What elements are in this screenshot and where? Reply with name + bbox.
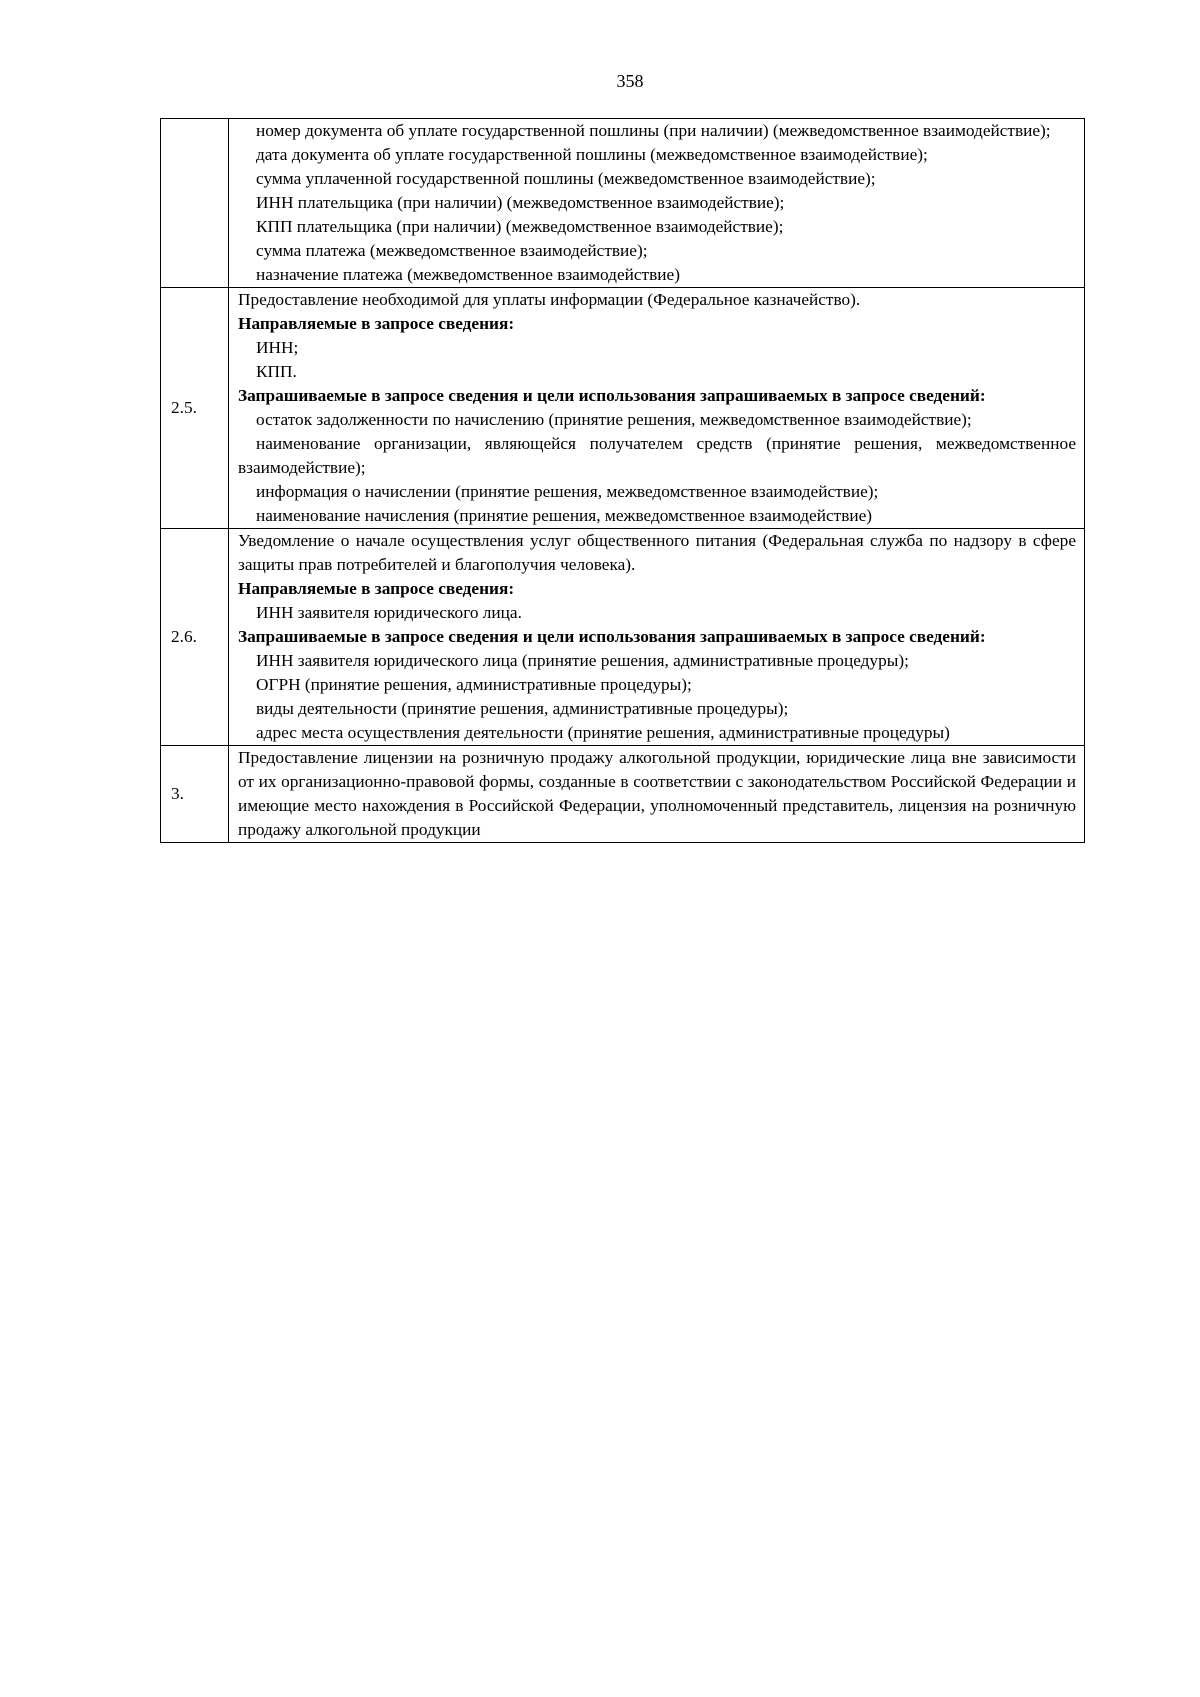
content-line: информация о начислении (принятие решения, межведомственное взаимодействие); xyxy=(256,482,879,501)
content-line: остаток задолженности по начислению (принятие решения, межведомственное взаимодействие); xyxy=(256,410,972,429)
content-line: наименование начисления (принятие решения, межведомственное взаимодействие) xyxy=(256,506,873,525)
content-line: Предоставление лицензии на розничную продажу алкогольной продукции, юридические лица вне зависимости от их организационно-правовой формы, созданные в соответствии с законодательством Российской Федерации и имеющие место нахождения в Российской Федерации, уполномоченный представитель, лицензия на розничную продажу алкогольной продукции xyxy=(238,748,1076,839)
row-content xyxy=(229,288,1085,529)
section-heading: Запрашиваемые в запросе сведения и цели использования запрашиваемых в запросе сведений: xyxy=(238,386,986,405)
content-line: виды деятельности (принятие решения, административные процедуры); xyxy=(256,699,789,718)
row-number: 2.6. xyxy=(161,529,229,746)
row-content xyxy=(229,119,1085,288)
section-heading: Направляемые в запросе сведения: xyxy=(238,314,515,333)
table-row xyxy=(161,529,1085,746)
row-content xyxy=(229,529,1085,746)
table-row xyxy=(161,746,1085,843)
row-content xyxy=(229,746,1085,843)
content-line: сумма платежа (межведомственное взаимодействие); xyxy=(256,241,648,260)
section-heading: Направляемые в запросе сведения: xyxy=(238,579,515,598)
row-number xyxy=(161,119,229,288)
content-line: ИНН заявителя юридического лица. xyxy=(256,603,522,622)
row-number: 3. xyxy=(161,746,229,843)
content-line: номер документа об уплате государственной пошлины (при наличии) (межведомственное взаимодействие); xyxy=(256,121,1051,140)
content-line: ОГРН (принятие решения, административные процедуры); xyxy=(256,675,692,694)
content-line: наименование организации, являющейся получателем средств (принятие решения, межведомственное взаимодействие); xyxy=(238,434,1076,477)
table-body xyxy=(161,119,1085,843)
content-line: сумма уплаченной государственной пошлины (межведомственное взаимодействие); xyxy=(256,169,876,188)
table-row xyxy=(161,288,1085,529)
content-line: Предоставление необходимой для уплаты информации (Федеральное казначейство). xyxy=(238,290,861,309)
page-number: 358 xyxy=(616,71,644,91)
section-heading: Запрашиваемые в запросе сведения и цели использования запрашиваемых в запросе сведений: xyxy=(238,627,986,646)
content-line: Уведомление о начале осуществления услуг общественного питания (Федеральная служба по надзору в сфере защиты прав потребителей и благополучия человека). xyxy=(238,531,1076,574)
content-line: КПП. xyxy=(256,362,297,381)
services-table xyxy=(160,118,1085,843)
content-line: ИНН плательщика (при наличии) (межведомственное взаимодействие); xyxy=(256,193,785,212)
content-line: адрес места осуществления деятельности (принятие решения, административные процедуры) xyxy=(256,723,950,742)
table-row xyxy=(161,119,1085,288)
row-number: 2.5. xyxy=(161,288,229,529)
content-line: ИНН; xyxy=(256,338,299,357)
content-line: КПП плательщика (при наличии) (межведомственное взаимодействие); xyxy=(256,217,784,236)
content-line: ИНН заявителя юридического лица (принятие решения, административные процедуры); xyxy=(256,651,909,670)
content-line: дата документа об уплате государственной пошлины (межведомственное взаимодействие); xyxy=(256,145,928,164)
content-line: назначение платежа (межведомственное взаимодействие) xyxy=(256,265,680,284)
